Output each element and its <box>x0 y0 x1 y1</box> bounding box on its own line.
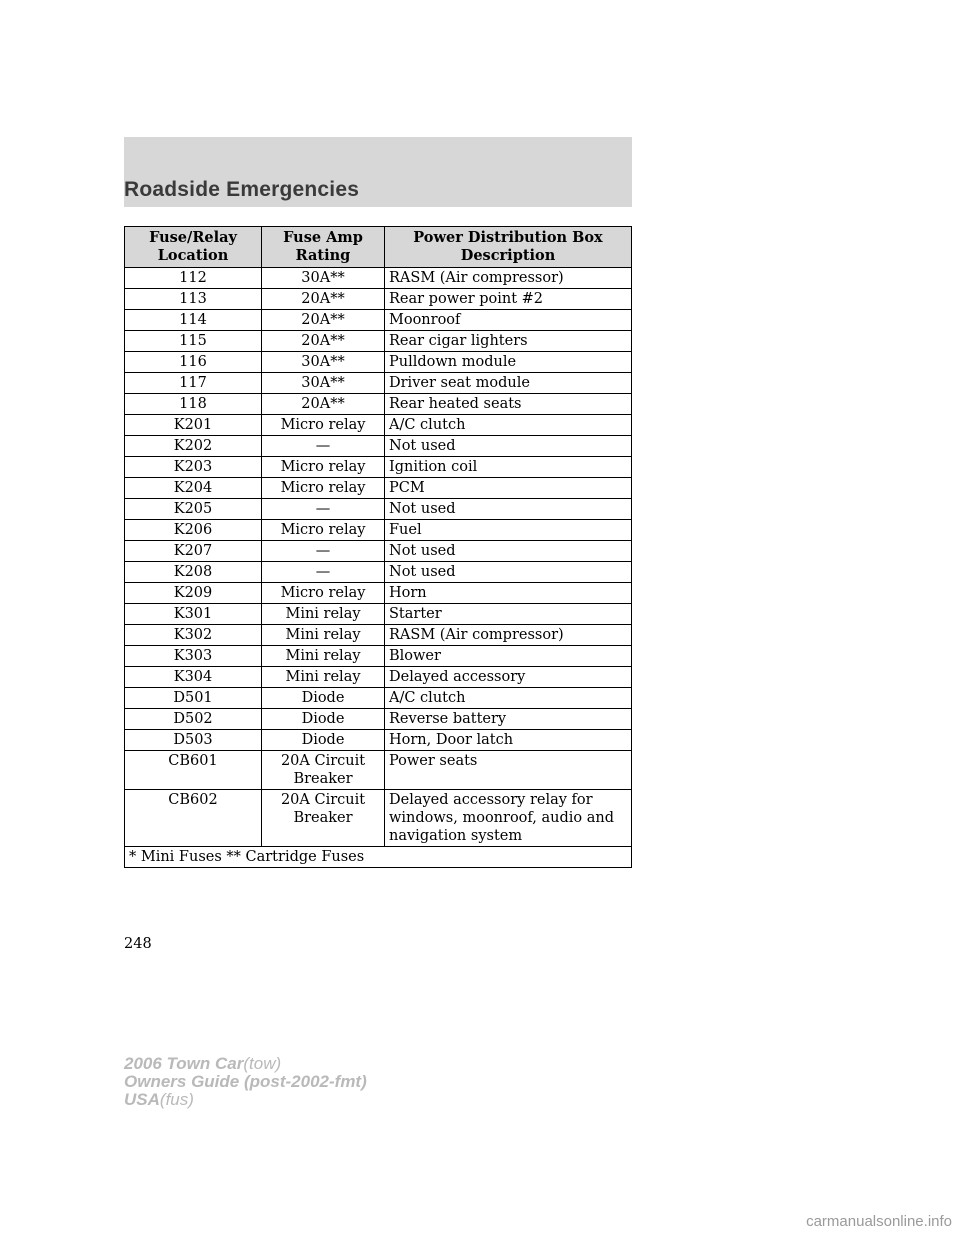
cell-location: K207 <box>125 541 262 562</box>
cell-location: 112 <box>125 268 262 289</box>
table-row <box>125 541 632 562</box>
cell-location: K201 <box>125 415 262 436</box>
cell-location: K204 <box>125 478 262 499</box>
table-row <box>125 625 632 646</box>
column-header-description: Power Distribution Box Description <box>385 227 632 268</box>
cell-description: Rear power point #2 <box>385 289 632 310</box>
document-footer <box>124 1055 367 1109</box>
table-footnote-row <box>125 847 632 868</box>
table-header-row <box>125 227 632 268</box>
cell-location: 116 <box>125 352 262 373</box>
cell-location: K301 <box>125 604 262 625</box>
cell-location: D502 <box>125 709 262 730</box>
cell-amp-rating: Mini relay <box>262 604 385 625</box>
cell-description: Delayed accessory relay for windows, moonroof, audio and navigation system <box>385 790 632 847</box>
cell-amp-rating: Mini relay <box>262 646 385 667</box>
cell-location: K302 <box>125 625 262 646</box>
footer-guide-name: Owners Guide (post-2002-fmt) <box>124 1072 367 1091</box>
cell-amp-rating: Micro relay <box>262 520 385 541</box>
table-row <box>125 688 632 709</box>
footer-line-2 <box>124 1073 367 1091</box>
cell-amp-rating: — <box>262 562 385 583</box>
table-row <box>125 562 632 583</box>
cell-amp-rating: 20A** <box>262 289 385 310</box>
cell-amp-rating: Mini relay <box>262 667 385 688</box>
cell-description: Ignition coil <box>385 457 632 478</box>
cell-amp-rating: Diode <box>262 730 385 751</box>
cell-description: PCM <box>385 478 632 499</box>
table-row <box>125 667 632 688</box>
cell-amp-rating: 30A** <box>262 373 385 394</box>
cell-amp-rating: Micro relay <box>262 415 385 436</box>
table-footnote: * Mini Fuses ** Cartridge Fuses <box>125 847 632 868</box>
cell-amp-rating: Diode <box>262 688 385 709</box>
table-row <box>125 352 632 373</box>
cell-description: A/C clutch <box>385 688 632 709</box>
footer-model: 2006 Town Car <box>124 1054 244 1073</box>
table-body <box>125 268 632 847</box>
cell-amp-rating: Diode <box>262 709 385 730</box>
cell-location: K303 <box>125 646 262 667</box>
cell-amp-rating: 20A Circuit Breaker <box>262 790 385 847</box>
cell-description: Power seats <box>385 751 632 790</box>
cell-location: CB602 <box>125 790 262 847</box>
table-row <box>125 457 632 478</box>
footer-line-3 <box>124 1091 367 1109</box>
cell-location: 113 <box>125 289 262 310</box>
cell-amp-rating: 20A Circuit Breaker <box>262 751 385 790</box>
cell-amp-rating: 20A** <box>262 394 385 415</box>
cell-location: 115 <box>125 331 262 352</box>
cell-location: K209 <box>125 583 262 604</box>
column-header-amp-rating: Fuse Amp Rating <box>262 227 385 268</box>
table-row <box>125 646 632 667</box>
table-row <box>125 751 632 790</box>
table-row <box>125 331 632 352</box>
cell-amp-rating: 30A** <box>262 352 385 373</box>
table-row <box>125 394 632 415</box>
cell-amp-rating: Micro relay <box>262 478 385 499</box>
table-row <box>125 289 632 310</box>
cell-location: K206 <box>125 520 262 541</box>
cell-description: Rear cigar lighters <box>385 331 632 352</box>
cell-location: 114 <box>125 310 262 331</box>
table-row <box>125 583 632 604</box>
cell-description: Starter <box>385 604 632 625</box>
cell-location: K202 <box>125 436 262 457</box>
cell-location: D503 <box>125 730 262 751</box>
cell-description: Reverse battery <box>385 709 632 730</box>
table-row <box>125 478 632 499</box>
footer-model-code: (tow) <box>243 1054 282 1073</box>
table-row <box>125 730 632 751</box>
cell-location: D501 <box>125 688 262 709</box>
cell-amp-rating: — <box>262 436 385 457</box>
table-row <box>125 436 632 457</box>
cell-description: Driver seat module <box>385 373 632 394</box>
table-row <box>125 790 632 847</box>
table-row <box>125 604 632 625</box>
cell-description: Not used <box>385 436 632 457</box>
cell-description: Not used <box>385 499 632 520</box>
table-row <box>125 268 632 289</box>
table-row <box>125 415 632 436</box>
cell-description: Pulldown module <box>385 352 632 373</box>
table-row <box>125 373 632 394</box>
footer-line-1 <box>124 1055 367 1073</box>
table-row <box>125 499 632 520</box>
cell-description: Blower <box>385 646 632 667</box>
cell-description: Rear heated seats <box>385 394 632 415</box>
footer-market: USA <box>124 1090 160 1109</box>
cell-amp-rating: Mini relay <box>262 625 385 646</box>
cell-location: 118 <box>125 394 262 415</box>
cell-description: Horn, Door latch <box>385 730 632 751</box>
cell-amp-rating: Micro relay <box>262 583 385 604</box>
cell-location: CB601 <box>125 751 262 790</box>
cell-description: RASM (Air compressor) <box>385 268 632 289</box>
watermark: carmanualsonline.info <box>806 1213 952 1230</box>
cell-description: Not used <box>385 541 632 562</box>
cell-amp-rating: — <box>262 499 385 520</box>
cell-description: Delayed accessory <box>385 667 632 688</box>
table-row <box>125 520 632 541</box>
cell-location: K205 <box>125 499 262 520</box>
cell-location: K304 <box>125 667 262 688</box>
cell-description: Moonroof <box>385 310 632 331</box>
fuse-table <box>124 226 632 868</box>
cell-description: Not used <box>385 562 632 583</box>
section-title: Roadside Emergencies <box>124 178 360 201</box>
page-number: 248 <box>124 936 152 952</box>
cell-amp-rating: 20A** <box>262 310 385 331</box>
cell-location: 117 <box>125 373 262 394</box>
cell-description: A/C clutch <box>385 415 632 436</box>
cell-location: K203 <box>125 457 262 478</box>
cell-amp-rating: 30A** <box>262 268 385 289</box>
column-header-location: Fuse/Relay Location <box>125 227 262 268</box>
footer-market-code: (fus) <box>159 1090 194 1109</box>
cell-amp-rating: Micro relay <box>262 457 385 478</box>
table-row <box>125 310 632 331</box>
cell-amp-rating: 20A** <box>262 331 385 352</box>
cell-description: RASM (Air compressor) <box>385 625 632 646</box>
table-row <box>125 709 632 730</box>
cell-description: Horn <box>385 583 632 604</box>
cell-amp-rating: — <box>262 541 385 562</box>
cell-location: K208 <box>125 562 262 583</box>
cell-description: Fuel <box>385 520 632 541</box>
